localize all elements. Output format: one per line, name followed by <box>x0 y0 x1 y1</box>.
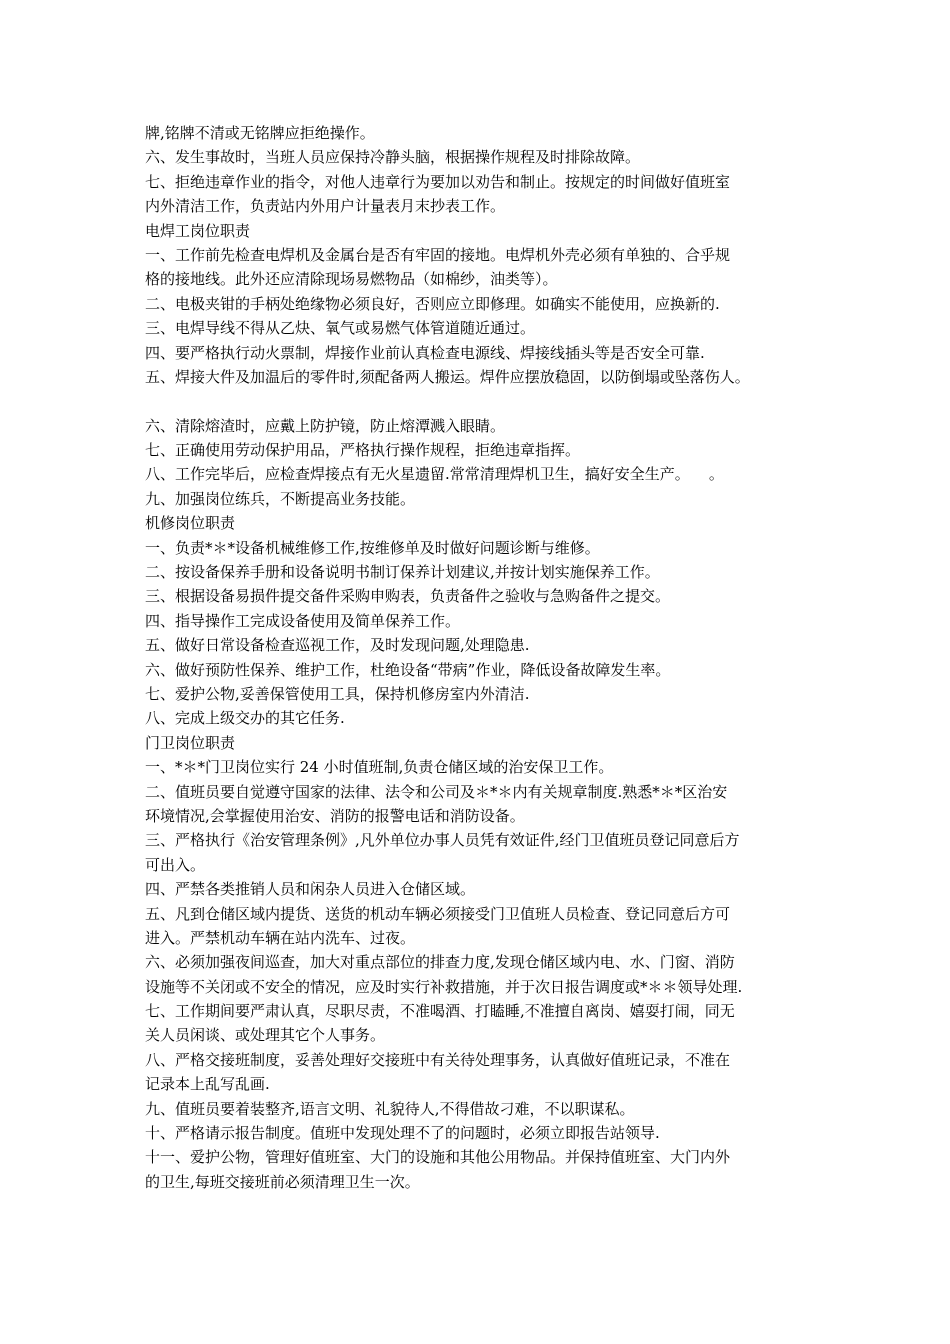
section-heading: 电焊工岗位职责 <box>145 221 251 240</box>
text-line: 九、加强岗位练兵，不断提高业务技能。 <box>145 489 416 508</box>
text-line: 四、要严格执行动火票制，焊接作业前认真检查电源线、焊接线插头等是否安全可靠. <box>145 343 705 362</box>
text-line: 二、按设备保养手册和设备说明书制订保养计划建议,并按计划实施保养工作。 <box>145 563 660 582</box>
text-line: 记录本上乱写乱画. <box>145 1075 270 1094</box>
text-line: 三、电焊导线不得从乙炔、氧气或易燃气体管道随近通过。 <box>145 319 536 338</box>
text-line: 一、工作前先检查电焊机及金属台是否有牢固的接地。电焊机外壳必须有单独的、合乎规 <box>145 245 731 264</box>
text-line: 七、工作期间要严肃认真，尽职尽责，不准喝酒、打瞌睡,不准擅自离岗、嬉耍打闹，同无 <box>145 1002 735 1021</box>
text-line: 的卫生,每班交接班前必须清理卫生一次。 <box>145 1172 420 1191</box>
text-line: 三、根据设备易损件提交备件采购申购表，负责备件之验收与急购备件之提交。 <box>145 587 671 606</box>
document-page <box>145 121 825 1194</box>
text-line: 三、严格执行《治安管理条例》,凡外单位办事人员凭有效证件,经门卫值班员登记同意后方 <box>145 831 740 850</box>
blank-line <box>145 389 825 413</box>
text-line: 十一、爱护公物，管理好值班室、大门的设施和其他公用物品。并保持值班室、大门内外 <box>145 1148 731 1167</box>
text-line: 进入。严禁机动车辆在站内洗车、过夜。 <box>145 928 416 947</box>
text-line: 八、严格交接班制度，妥善处理好交接班中有关待处理事务，认真做好值班记录，不准在 <box>145 1050 731 1069</box>
text-line: 六、发生事故时，当班人员应保持冷静头脑，根据操作规程及时排除故障。 <box>145 148 641 167</box>
text-line: 四、严禁各类推销人员和闲杂人员进入仓储区域。 <box>145 880 476 899</box>
text-line: 六、清除熔渣时，应戴上防护镜，防止熔潭溅入眼睛。 <box>145 416 506 435</box>
text-line: 格的接地线。此外还应清除现场易燃物品（如棉纱，油类等）。 <box>145 270 558 289</box>
text-line: 六、必须加强夜间巡查，加大对重点部位的排查力度,发现仓储区域内电、水、门窗、消防 <box>145 953 735 972</box>
text-line: 八、完成上级交办的其它任务. <box>145 709 345 728</box>
text-line: 内外清洁工作，负责站内外用户计量表月末抄表工作。 <box>145 197 506 216</box>
text-line: 二、值班员要自觉遵守国家的法律、法令和公司及＊*＊内有关规章制度.熟悉*＊*区治安 <box>145 782 728 801</box>
text-line: 五、凡到仓储区域内提货、送货的机动车辆必须接受门卫值班人员检查、登记同意后方可 <box>145 904 731 923</box>
text-line: 牌,铭牌不清或无铭牌应拒绝操作。 <box>145 124 375 142</box>
text-line: 一、*＊*门卫岗位实行 24 小时值班制,负责仓储区域的治安保卫工作。 <box>145 758 614 777</box>
text-line: 二、电极夹钳的手柄处绝缘物必须良好，否则应立即修理。如确实不能使用，应换新的. <box>145 294 720 313</box>
text-line: 四、指导操作工完成设备使用及简单保养工作。 <box>145 611 461 630</box>
text-line: 九、值班员要着装整齐,语言文明、礼貌待人,不得借故刁难，不以职谋私。 <box>145 1099 635 1118</box>
text-line: 六、做好预防性保养、维护工作，杜绝设备“带病”作业，降低设备故障发生率。 <box>145 660 671 679</box>
text-line: 可出入。 <box>145 855 206 874</box>
text-line: 五、焊接大件及加温后的零件时,须配备两人搬运。焊件应摆放稳固，以防倒塌或坠落伤人。 <box>145 367 750 386</box>
text-line: 环境情况,会掌握使用治安、消防的报警电话和消防设备。 <box>145 806 525 825</box>
text-line: 设施等不关闭或不安全的情况，应及时实行补救措施，并于次日报告调度或*＊＊领导处理. <box>145 977 743 996</box>
text-line: 十、严格请示报告制度。值班中发现处理不了的问题时，必须立即报告站领导. <box>145 1124 660 1143</box>
text-line: 五、做好日常设备检查巡视工作，及时发现问题,处理隐患. <box>145 636 530 655</box>
text-line: 七、拒绝违章作业的指令，对他人违章行为要加以劝告和制止。按规定的时间做好值班室 <box>145 172 731 191</box>
text-line: 关人员闲谈、或处理其它个人事务。 <box>145 1026 386 1045</box>
section-heading: 门卫岗位职责 <box>145 733 236 752</box>
text-line: 一、负责*＊*设备机械维修工作,按维修单及时做好问题诊断与维修。 <box>145 538 600 557</box>
text-line: 七、爱护公物,妥善保管使用工具，保持机修房室内外清洁. <box>145 684 530 703</box>
section-heading: 机修岗位职责 <box>145 514 236 533</box>
text-line: 八、工作完毕后，应检查焊接点有无火星遗留.常常清理焊机卫生，搞好安全生产。 。 <box>145 465 724 484</box>
text-line: 七、正确使用劳动保护用品，严格执行操作规程，拒绝违章指挥。 <box>145 441 581 460</box>
